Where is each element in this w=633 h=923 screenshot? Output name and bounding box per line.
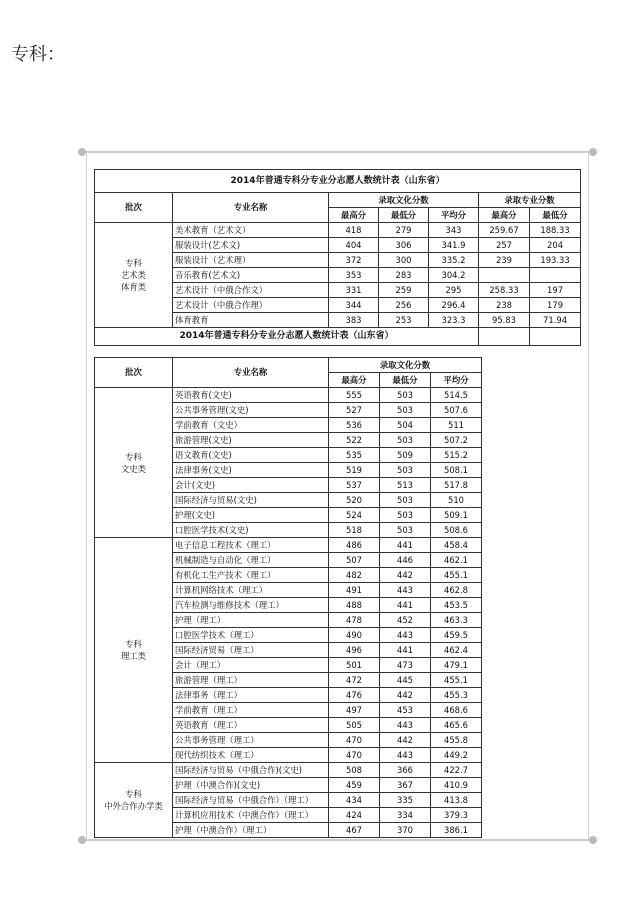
score-max: 524 <box>329 508 380 523</box>
score-avg: 455.1 <box>431 673 482 688</box>
score-min: 473 <box>380 658 431 673</box>
score-max: 383 <box>329 313 379 328</box>
score-avg: 449.2 <box>431 748 482 763</box>
score-min: 306 <box>379 238 429 253</box>
major-name: 国际经济贸易（理工） <box>173 643 329 658</box>
score-avg: 296.4 <box>429 298 479 313</box>
score-max: 555 <box>329 388 380 403</box>
major-name: 国际经济与贸易（中俄合作)(文史) <box>173 763 329 778</box>
score-max: 482 <box>329 568 380 583</box>
table-row <box>95 538 482 553</box>
header-avg: 平均分 <box>431 373 482 388</box>
score-avg: 463.3 <box>431 613 482 628</box>
major-score-max <box>479 268 530 283</box>
score-max: 470 <box>329 748 380 763</box>
score-min: 443 <box>380 583 431 598</box>
table-row <box>95 223 581 238</box>
table-row <box>95 763 482 778</box>
major-name: 语文教育(文史) <box>173 448 329 463</box>
major-score-max: 258.33 <box>479 283 530 298</box>
score-avg: 335.2 <box>429 253 479 268</box>
general-majors-table <box>94 357 482 838</box>
score-avg: 462.4 <box>431 643 482 658</box>
score-min: 442 <box>380 688 431 703</box>
score-avg: 455.3 <box>431 688 482 703</box>
header-avg: 平均分 <box>429 208 479 223</box>
score-avg: 304.2 <box>429 268 479 283</box>
score-min: 443 <box>380 748 431 763</box>
major-name: 学前教育（文史） <box>173 418 329 433</box>
frame-corner-dot <box>78 148 86 156</box>
score-min: 509 <box>380 448 431 463</box>
score-min: 445 <box>380 673 431 688</box>
score-avg: 459.5 <box>431 628 482 643</box>
score-min: 441 <box>380 643 431 658</box>
score-min: 504 <box>380 418 431 433</box>
batch-line: 专科 <box>125 451 142 462</box>
major-name: 英语教育（理工） <box>173 718 329 733</box>
header-batch: 批次 <box>95 358 173 388</box>
frame-corner-dot <box>589 148 597 156</box>
table-title: 2014年普通专科分专业分志愿人数统计表（山东省） <box>95 170 581 193</box>
score-avg: 458.4 <box>431 538 482 553</box>
major-name: 国际经济与贸易(文史) <box>173 493 329 508</box>
batch-line: 中外合作办学类 <box>104 801 163 811</box>
frame-corner-dot <box>78 836 86 844</box>
score-max: 519 <box>329 463 380 478</box>
major-score-min <box>530 268 581 283</box>
score-avg: 479.1 <box>431 658 482 673</box>
score-max: 535 <box>329 448 380 463</box>
score-min: 442 <box>380 568 431 583</box>
major-name: 旅游管理（理工） <box>173 673 329 688</box>
major-name: 护理（中澳合作)(文史) <box>173 778 329 793</box>
score-max: 478 <box>329 613 380 628</box>
score-min: 335 <box>380 793 431 808</box>
score-max: 507 <box>329 553 380 568</box>
header-min: 最低分 <box>380 373 431 388</box>
score-avg: 462.8 <box>431 583 482 598</box>
score-max: 508 <box>329 763 380 778</box>
major-score-min: 71.94 <box>530 313 581 328</box>
score-max: 527 <box>329 403 380 418</box>
score-avg: 507.2 <box>431 433 482 448</box>
score-avg: 455.8 <box>431 733 482 748</box>
major-name: 法律事务(文史) <box>173 463 329 478</box>
major-name: 旅游管理(文史) <box>173 433 329 448</box>
score-avg: 453.5 <box>431 598 482 613</box>
batch-cell <box>95 763 173 838</box>
major-name: 体育教育 <box>173 313 329 328</box>
score-avg: 514.5 <box>431 388 482 403</box>
score-min: 279 <box>379 223 429 238</box>
score-min: 513 <box>380 478 431 493</box>
major-name: 艺术设计（中俄合作文） <box>173 283 329 298</box>
score-avg: 511 <box>431 418 482 433</box>
score-max: 434 <box>329 793 380 808</box>
score-max: 488 <box>329 598 380 613</box>
major-name: 法律事务（理工） <box>173 688 329 703</box>
score-avg: 386.1 <box>431 823 482 838</box>
header-culture-score: 录取文化分数 <box>329 193 479 208</box>
header-major: 专业名称 <box>173 193 329 223</box>
score-max: 470 <box>329 733 380 748</box>
score-min: 283 <box>379 268 429 283</box>
major-name: 计算机网络技术（理工） <box>173 583 329 598</box>
score-max: 520 <box>329 493 380 508</box>
batch-line: 专科 <box>125 258 142 268</box>
frame-corner-dot <box>589 836 597 844</box>
major-name: 艺术设计（中俄合作理） <box>173 298 329 313</box>
major-name: 计算机应用技术（中澳合作）（理工） <box>173 808 329 823</box>
score-max: 372 <box>329 253 379 268</box>
major-name: 护理(文史) <box>173 508 329 523</box>
major-name: 汽车检测与维修技术（理工） <box>173 598 329 613</box>
score-max: 424 <box>329 808 380 823</box>
frame-left-rule <box>86 153 87 839</box>
score-max: 490 <box>329 628 380 643</box>
header-batch: 批次 <box>95 193 173 223</box>
score-avg: 465.6 <box>431 718 482 733</box>
score-min: 442 <box>380 733 431 748</box>
score-avg: 507.6 <box>431 403 482 418</box>
major-name: 护理（理工） <box>173 613 329 628</box>
batch-line: 专科 <box>125 789 142 799</box>
score-min: 370 <box>380 823 431 838</box>
score-min: 367 <box>380 778 431 793</box>
major-name: 国际经济与贸易（中俄合作）（理工） <box>173 793 329 808</box>
major-name: 现代纺织技术（理工） <box>173 748 329 763</box>
score-min: 441 <box>380 538 431 553</box>
score-min: 452 <box>380 613 431 628</box>
score-min: 503 <box>380 403 431 418</box>
major-score-max: 257 <box>479 238 530 253</box>
score-max: 497 <box>329 703 380 718</box>
score-min: 503 <box>380 388 431 403</box>
score-min: 300 <box>379 253 429 268</box>
blank-cell <box>530 328 581 346</box>
major-name: 口腔医学技术(文史) <box>173 523 329 538</box>
major-name: 公共事务管理(文史) <box>173 403 329 418</box>
score-min: 503 <box>380 493 431 508</box>
score-avg: 517.8 <box>431 478 482 493</box>
batch-line: 文史类 <box>120 463 147 474</box>
major-score-min: 197 <box>530 283 581 298</box>
score-min: 253 <box>379 313 429 328</box>
score-max: 501 <box>329 658 380 673</box>
major-name: 会计（理工） <box>173 658 329 673</box>
table-row <box>95 388 482 403</box>
batch-cell <box>95 538 173 763</box>
score-max: 491 <box>329 583 380 598</box>
score-max: 459 <box>329 778 380 793</box>
score-min: 256 <box>379 298 429 313</box>
score-avg: 413.8 <box>431 793 482 808</box>
score-max: 518 <box>329 523 380 538</box>
major-score-max: 239 <box>479 253 530 268</box>
score-min: 446 <box>380 553 431 568</box>
major-name: 有机化工生产技术（理工） <box>173 568 329 583</box>
major-name: 美术教育（艺术文） <box>173 223 329 238</box>
score-max: 537 <box>329 478 380 493</box>
batch-line: 理工类 <box>120 651 147 661</box>
frame-bottom-rule <box>82 839 593 841</box>
score-max: 496 <box>329 643 380 658</box>
score-avg: 462.1 <box>431 553 482 568</box>
header-major-score: 录取专业分数 <box>479 193 581 208</box>
major-name: 会计(文史) <box>173 478 329 493</box>
score-min: 443 <box>380 718 431 733</box>
major-score-max: 95.83 <box>479 313 530 328</box>
score-avg: 510 <box>431 493 482 508</box>
major-name: 口腔医学技术（理工） <box>173 628 329 643</box>
score-avg: 410.9 <box>431 778 482 793</box>
score-min: 503 <box>380 433 431 448</box>
major-score-max: 238 <box>479 298 530 313</box>
score-max: 472 <box>329 673 380 688</box>
batch-cell <box>95 223 173 328</box>
major-score-min: 193.33 <box>530 253 581 268</box>
score-avg: 468.6 <box>431 703 482 718</box>
score-min: 366 <box>380 763 431 778</box>
art-sports-table <box>94 169 581 346</box>
score-avg: 508.6 <box>431 523 482 538</box>
major-score-min: 179 <box>530 298 581 313</box>
score-max: 404 <box>329 238 379 253</box>
score-avg: 323.3 <box>429 313 479 328</box>
blank-cell <box>479 328 530 346</box>
batch-line: 专科 <box>125 639 142 649</box>
header-major: 专业名称 <box>173 358 329 388</box>
table-footer-title: 2014年普通专科分专业分志愿人数统计表（山东省） <box>95 328 479 346</box>
major-name: 音乐教育(艺术文) <box>173 268 329 283</box>
major-name: 电子信息工程技术（理工） <box>173 538 329 553</box>
major-score-min: 204 <box>530 238 581 253</box>
score-max: 418 <box>329 223 379 238</box>
score-min: 443 <box>380 628 431 643</box>
major-name: 服装设计(艺术文) <box>173 238 329 253</box>
score-max: 467 <box>329 823 380 838</box>
score-max: 344 <box>329 298 379 313</box>
score-min: 453 <box>380 703 431 718</box>
frame-top-rule <box>82 151 593 153</box>
score-avg: 295 <box>429 283 479 298</box>
major-name: 学前教育（理工） <box>173 703 329 718</box>
score-min: 503 <box>380 523 431 538</box>
score-min: 334 <box>380 808 431 823</box>
score-avg: 508.1 <box>431 463 482 478</box>
major-score-max: 259.67 <box>479 223 530 238</box>
score-avg: 341.9 <box>429 238 479 253</box>
score-max: 476 <box>329 688 380 703</box>
score-max: 353 <box>329 268 379 283</box>
frame-right-rule <box>588 153 589 839</box>
batch-line: 艺术类 <box>120 270 147 280</box>
major-name: 公共事务管理（理工） <box>173 733 329 748</box>
batch-line: 体育类 <box>120 282 147 292</box>
major-score-min: 188.33 <box>530 223 581 238</box>
batch-cell <box>95 388 173 538</box>
score-max: 331 <box>329 283 379 298</box>
score-max: 522 <box>329 433 380 448</box>
score-avg: 515.2 <box>431 448 482 463</box>
header-max: 最高分 <box>329 373 380 388</box>
score-min: 441 <box>380 598 431 613</box>
score-avg: 509.1 <box>431 508 482 523</box>
score-avg: 455.1 <box>431 568 482 583</box>
page-heading: 专科： <box>11 44 65 65</box>
score-avg: 379.3 <box>431 808 482 823</box>
major-name: 英语教育(文史) <box>173 388 329 403</box>
header-major-min: 最低分 <box>530 208 581 223</box>
score-min: 503 <box>380 508 431 523</box>
header-min: 最低分 <box>379 208 429 223</box>
score-avg: 343 <box>429 223 479 238</box>
header-major-max: 最高分 <box>479 208 530 223</box>
header-max: 最高分 <box>329 208 379 223</box>
major-name: 服装设计（艺术理） <box>173 253 329 268</box>
header-culture-score: 录取文化分数 <box>329 358 482 373</box>
score-max: 505 <box>329 718 380 733</box>
major-name: 护理（中澳合作）（理工） <box>173 823 329 838</box>
score-avg: 422.7 <box>431 763 482 778</box>
score-min: 259 <box>379 283 429 298</box>
score-min: 503 <box>380 463 431 478</box>
score-max: 486 <box>329 538 380 553</box>
score-max: 536 <box>329 418 380 433</box>
major-name: 机械制造与自动化（理工） <box>173 553 329 568</box>
